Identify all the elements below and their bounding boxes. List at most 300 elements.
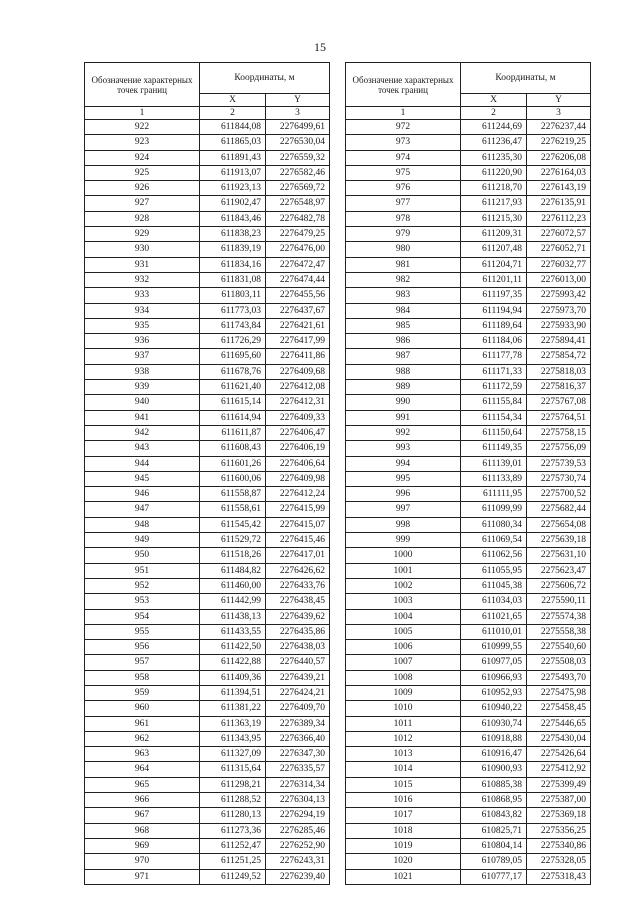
y-coordinate-cell: 2275458,45 <box>527 701 591 716</box>
x-coordinate-cell: 610930,74 <box>461 716 527 731</box>
table-row <box>85 288 330 303</box>
y-coordinate-cell: 2275758,15 <box>527 425 591 440</box>
x-coordinate-cell: 611843,46 <box>200 211 266 226</box>
x-coordinate-cell: 611215,30 <box>461 211 527 226</box>
x-coordinate-cell: 611139,01 <box>461 456 527 471</box>
y-coordinate-cell: 2275590,11 <box>527 594 591 609</box>
y-coordinate-cell: 2276409,98 <box>266 471 330 486</box>
table-row <box>346 196 591 211</box>
y-coordinate-cell: 2276482,78 <box>266 211 330 226</box>
header-col-num: 3 <box>266 107 330 120</box>
point-number-cell: 955 <box>85 624 200 639</box>
table-row <box>346 471 591 486</box>
table-row <box>346 227 591 242</box>
y-coordinate-cell: 2276439,21 <box>266 670 330 685</box>
y-coordinate-cell: 2276455,56 <box>266 288 330 303</box>
point-number-cell: 1012 <box>346 731 461 746</box>
table-row <box>85 762 330 777</box>
x-coordinate-cell: 611600,06 <box>200 471 266 486</box>
y-coordinate-cell: 2276072,57 <box>527 227 591 242</box>
table-row <box>85 227 330 242</box>
table-row <box>346 517 591 532</box>
table-row <box>346 181 591 196</box>
table-row <box>85 701 330 716</box>
x-coordinate-cell: 610916,47 <box>461 747 527 762</box>
point-number-cell: 927 <box>85 196 200 211</box>
point-number-cell: 987 <box>346 349 461 364</box>
point-number-cell: 956 <box>85 640 200 655</box>
point-number-cell: 994 <box>346 456 461 471</box>
point-number-cell: 996 <box>346 487 461 502</box>
x-coordinate-cell: 611154,34 <box>461 410 527 425</box>
y-coordinate-cell: 2276582,46 <box>266 165 330 180</box>
point-number-cell: 928 <box>85 211 200 226</box>
point-number-cell: 1000 <box>346 548 461 563</box>
point-number-cell: 1013 <box>346 747 461 762</box>
point-number-cell: 954 <box>85 609 200 624</box>
table-row <box>85 640 330 655</box>
x-coordinate-cell: 611177,78 <box>461 349 527 364</box>
table-row <box>346 777 591 792</box>
point-number-cell: 960 <box>85 701 200 716</box>
point-number-cell: 935 <box>85 318 200 333</box>
y-coordinate-cell: 2275764,51 <box>527 410 591 425</box>
point-number-cell: 922 <box>85 120 200 135</box>
y-coordinate-cell: 2275399,49 <box>527 777 591 792</box>
y-coordinate-cell: 2275894,41 <box>527 334 591 349</box>
table-row <box>346 425 591 440</box>
y-coordinate-cell: 2275623,47 <box>527 563 591 578</box>
table-row <box>346 150 591 165</box>
point-number-cell: 992 <box>346 425 461 440</box>
y-coordinate-cell: 2276013,00 <box>527 272 591 287</box>
x-coordinate-cell: 611422,50 <box>200 640 266 655</box>
table-row <box>346 793 591 808</box>
y-coordinate-cell: 2275933,90 <box>527 318 591 333</box>
header-coords-label: Координаты, м <box>200 63 330 94</box>
table-row <box>85 517 330 532</box>
y-coordinate-cell: 2275682,44 <box>527 502 591 517</box>
table-row <box>346 410 591 425</box>
table-row <box>85 165 330 180</box>
table-row <box>346 731 591 746</box>
table-row <box>85 395 330 410</box>
y-coordinate-cell: 2276426,62 <box>266 563 330 578</box>
y-coordinate-cell: 2276415,99 <box>266 502 330 517</box>
point-number-cell: 966 <box>85 793 200 808</box>
table-row <box>85 670 330 685</box>
x-coordinate-cell: 611251,25 <box>200 854 266 869</box>
y-coordinate-cell: 2275993,42 <box>527 288 591 303</box>
table-row <box>346 165 591 180</box>
x-coordinate-cell: 611834,16 <box>200 257 266 272</box>
x-coordinate-cell: 611034,03 <box>461 594 527 609</box>
point-number-cell: 949 <box>85 533 200 548</box>
x-coordinate-cell: 611442,99 <box>200 594 266 609</box>
x-coordinate-cell: 611218,70 <box>461 181 527 196</box>
point-number-cell: 1016 <box>346 793 461 808</box>
y-coordinate-cell: 2276135,91 <box>527 196 591 211</box>
y-coordinate-cell: 2276164,03 <box>527 165 591 180</box>
point-number-cell: 986 <box>346 334 461 349</box>
point-number-cell: 970 <box>85 854 200 869</box>
point-number-cell: 1006 <box>346 640 461 655</box>
y-coordinate-cell: 2276032,77 <box>527 257 591 272</box>
point-number-cell: 959 <box>85 685 200 700</box>
table-row <box>346 670 591 685</box>
y-coordinate-cell: 2276389,34 <box>266 716 330 731</box>
table-row <box>346 716 591 731</box>
x-coordinate-cell: 611773,03 <box>200 303 266 318</box>
table-row <box>85 533 330 548</box>
table-row <box>85 777 330 792</box>
point-number-cell: 1002 <box>346 578 461 593</box>
table-row <box>85 425 330 440</box>
x-coordinate-cell: 611611,87 <box>200 425 266 440</box>
y-coordinate-cell: 2275854,72 <box>527 349 591 364</box>
x-coordinate-cell: 611080,34 <box>461 517 527 532</box>
table-row <box>346 120 591 135</box>
table-row <box>85 594 330 609</box>
point-number-cell: 952 <box>85 578 200 593</box>
point-number-cell: 964 <box>85 762 200 777</box>
table-row <box>346 211 591 226</box>
point-number-cell: 965 <box>85 777 200 792</box>
table-row <box>85 563 330 578</box>
y-coordinate-cell: 2275574,38 <box>527 609 591 624</box>
y-coordinate-cell: 2275756,09 <box>527 441 591 456</box>
x-coordinate-cell: 611197,35 <box>461 288 527 303</box>
point-number-cell: 938 <box>85 364 200 379</box>
point-number-cell: 947 <box>85 502 200 517</box>
point-number-cell: 991 <box>346 410 461 425</box>
y-coordinate-cell: 2275606,72 <box>527 578 591 593</box>
x-coordinate-cell: 611217,93 <box>461 196 527 211</box>
y-coordinate-cell: 2276237,44 <box>527 120 591 135</box>
table-row <box>346 838 591 853</box>
table-row <box>85 318 330 333</box>
point-number-cell: 1011 <box>346 716 461 731</box>
table-row <box>85 135 330 150</box>
point-number-cell: 958 <box>85 670 200 685</box>
y-coordinate-cell: 2276415,46 <box>266 533 330 548</box>
point-number-cell: 1017 <box>346 808 461 823</box>
table-row <box>85 257 330 272</box>
x-coordinate-cell: 610918,88 <box>461 731 527 746</box>
x-coordinate-cell: 611803,11 <box>200 288 266 303</box>
x-coordinate-cell: 611913,07 <box>200 165 266 180</box>
point-number-cell: 943 <box>85 441 200 456</box>
y-coordinate-cell: 2275328,05 <box>527 854 591 869</box>
x-coordinate-cell: 610977,05 <box>461 655 527 670</box>
x-coordinate-cell: 610804,14 <box>461 838 527 853</box>
point-number-cell: 1014 <box>346 762 461 777</box>
y-coordinate-cell: 2276243,31 <box>266 854 330 869</box>
x-coordinate-cell: 611021,65 <box>461 609 527 624</box>
x-coordinate-cell: 611558,61 <box>200 502 266 517</box>
y-coordinate-cell: 2276143,19 <box>527 181 591 196</box>
y-coordinate-cell: 2276415,07 <box>266 517 330 532</box>
y-coordinate-cell: 2276406,47 <box>266 425 330 440</box>
y-coordinate-cell: 2276476,00 <box>266 242 330 257</box>
x-coordinate-cell: 610999,55 <box>461 640 527 655</box>
table-row <box>346 380 591 395</box>
y-coordinate-cell: 2276285,46 <box>266 823 330 838</box>
table-row <box>346 609 591 624</box>
x-coordinate-cell: 611484,82 <box>200 563 266 578</box>
point-number-cell: 998 <box>346 517 461 532</box>
point-number-cell: 1019 <box>346 838 461 853</box>
x-coordinate-cell: 611422,88 <box>200 655 266 670</box>
y-coordinate-cell: 2275387,00 <box>527 793 591 808</box>
table-row <box>346 624 591 639</box>
y-coordinate-cell: 2276409,33 <box>266 410 330 425</box>
table-row <box>85 716 330 731</box>
y-coordinate-cell: 2275412,92 <box>527 762 591 777</box>
header-coords-label: Координаты, м <box>461 63 591 94</box>
point-number-cell: 939 <box>85 380 200 395</box>
y-coordinate-cell: 2275340,86 <box>527 838 591 853</box>
point-number-cell: 962 <box>85 731 200 746</box>
table-row <box>85 609 330 624</box>
point-number-cell: 950 <box>85 548 200 563</box>
point-number-cell: 953 <box>85 594 200 609</box>
x-coordinate-cell: 611249,52 <box>200 869 266 884</box>
y-coordinate-cell: 2275973,70 <box>527 303 591 318</box>
table-row <box>346 242 591 257</box>
point-number-cell: 948 <box>85 517 200 532</box>
y-coordinate-cell: 2275540,60 <box>527 640 591 655</box>
y-coordinate-cell: 2275508,03 <box>527 655 591 670</box>
point-number-cell: 940 <box>85 395 200 410</box>
x-coordinate-cell: 611460,00 <box>200 578 266 593</box>
x-coordinate-cell: 611844,08 <box>200 120 266 135</box>
table-row <box>346 318 591 333</box>
y-coordinate-cell: 2275816,37 <box>527 380 591 395</box>
point-number-cell: 925 <box>85 165 200 180</box>
y-coordinate-cell: 2275818,03 <box>527 364 591 379</box>
point-number-cell: 975 <box>346 165 461 180</box>
point-number-cell: 971 <box>85 869 200 884</box>
point-number-cell: 969 <box>85 838 200 853</box>
y-coordinate-cell: 2275318,43 <box>527 869 591 884</box>
x-coordinate-cell: 611838,23 <box>200 227 266 242</box>
y-coordinate-cell: 2276417,01 <box>266 548 330 563</box>
table-row <box>346 578 591 593</box>
table-row <box>346 135 591 150</box>
x-coordinate-cell: 611923,13 <box>200 181 266 196</box>
y-coordinate-cell: 2275430,04 <box>527 731 591 746</box>
x-coordinate-cell: 611280,13 <box>200 808 266 823</box>
x-coordinate-cell: 611273,36 <box>200 823 266 838</box>
table-row <box>346 701 591 716</box>
table-row <box>85 364 330 379</box>
point-number-cell: 1018 <box>346 823 461 838</box>
y-coordinate-cell: 2276474,44 <box>266 272 330 287</box>
x-coordinate-cell: 611288,52 <box>200 793 266 808</box>
point-number-cell: 973 <box>346 135 461 150</box>
x-coordinate-cell: 611184,06 <box>461 334 527 349</box>
x-coordinate-cell: 611433,55 <box>200 624 266 639</box>
x-coordinate-cell: 611055,95 <box>461 563 527 578</box>
y-coordinate-cell: 2276412,24 <box>266 487 330 502</box>
point-number-cell: 932 <box>85 272 200 287</box>
x-coordinate-cell: 611363,19 <box>200 716 266 731</box>
x-coordinate-cell: 611045,38 <box>461 578 527 593</box>
y-coordinate-cell: 2276335,57 <box>266 762 330 777</box>
x-coordinate-cell: 611545,42 <box>200 517 266 532</box>
header-col-num: 1 <box>85 107 200 120</box>
x-coordinate-cell: 611902,47 <box>200 196 266 211</box>
point-number-cell: 941 <box>85 410 200 425</box>
x-coordinate-cell: 611615,14 <box>200 395 266 410</box>
point-number-cell: 978 <box>346 211 461 226</box>
y-coordinate-cell: 2276406,19 <box>266 441 330 456</box>
x-coordinate-cell: 610825,71 <box>461 823 527 838</box>
table-row <box>346 395 591 410</box>
x-coordinate-cell: 610789,05 <box>461 854 527 869</box>
x-coordinate-cell: 611220,90 <box>461 165 527 180</box>
y-coordinate-cell: 2276548,97 <box>266 196 330 211</box>
coordinates-table-right <box>345 62 591 885</box>
x-coordinate-cell: 611209,31 <box>461 227 527 242</box>
table-row <box>85 211 330 226</box>
x-coordinate-cell: 611149,35 <box>461 441 527 456</box>
table-row <box>85 196 330 211</box>
point-number-cell: 1007 <box>346 655 461 670</box>
x-coordinate-cell: 611327,09 <box>200 747 266 762</box>
table-row <box>85 869 330 884</box>
header-x-label: X <box>461 94 527 107</box>
x-coordinate-cell: 611201,11 <box>461 272 527 287</box>
x-coordinate-cell: 611133,89 <box>461 471 527 486</box>
point-number-cell: 980 <box>346 242 461 257</box>
point-number-cell: 934 <box>85 303 200 318</box>
point-number-cell: 993 <box>346 441 461 456</box>
y-coordinate-cell: 2276530,04 <box>266 135 330 150</box>
table-row <box>85 838 330 853</box>
point-number-cell: 995 <box>346 471 461 486</box>
table-row <box>85 441 330 456</box>
y-coordinate-cell: 2276569,72 <box>266 181 330 196</box>
x-coordinate-cell: 610940,22 <box>461 701 527 716</box>
point-number-cell: 984 <box>346 303 461 318</box>
y-coordinate-cell: 2276252,90 <box>266 838 330 853</box>
y-coordinate-cell: 2276433,76 <box>266 578 330 593</box>
table-row <box>85 578 330 593</box>
x-coordinate-cell: 611252,47 <box>200 838 266 853</box>
x-coordinate-cell: 611518,26 <box>200 548 266 563</box>
table-row <box>85 303 330 318</box>
table-row <box>85 120 330 135</box>
point-number-cell: 930 <box>85 242 200 257</box>
y-coordinate-cell: 2275739,53 <box>527 456 591 471</box>
point-number-cell: 997 <box>346 502 461 517</box>
x-coordinate-cell: 611608,43 <box>200 441 266 456</box>
table-row <box>346 272 591 287</box>
point-number-cell: 990 <box>346 395 461 410</box>
point-number-cell: 967 <box>85 808 200 823</box>
x-coordinate-cell: 611010,01 <box>461 624 527 639</box>
table-row <box>346 747 591 762</box>
table-row <box>85 471 330 486</box>
table-row <box>85 410 330 425</box>
x-coordinate-cell: 611726,29 <box>200 334 266 349</box>
table-row <box>85 502 330 517</box>
y-coordinate-cell: 2276294,19 <box>266 808 330 823</box>
point-number-cell: 957 <box>85 655 200 670</box>
x-coordinate-cell: 611381,22 <box>200 701 266 716</box>
point-number-cell: 988 <box>346 364 461 379</box>
x-coordinate-cell: 610868,95 <box>461 793 527 808</box>
header-col-num: 2 <box>461 107 527 120</box>
table-row <box>85 548 330 563</box>
x-coordinate-cell: 611244,69 <box>461 120 527 135</box>
table-row <box>85 685 330 700</box>
point-number-cell: 972 <box>346 120 461 135</box>
point-number-cell: 1020 <box>346 854 461 869</box>
point-number-cell: 923 <box>85 135 200 150</box>
y-coordinate-cell: 2276417,99 <box>266 334 330 349</box>
x-coordinate-cell: 611343,95 <box>200 731 266 746</box>
x-coordinate-cell: 611099,99 <box>461 502 527 517</box>
table-row <box>85 823 330 838</box>
point-number-cell: 951 <box>85 563 200 578</box>
x-coordinate-cell: 611614,94 <box>200 410 266 425</box>
x-coordinate-cell: 610777,17 <box>461 869 527 884</box>
x-coordinate-cell: 611621,40 <box>200 380 266 395</box>
x-coordinate-cell: 611062,56 <box>461 548 527 563</box>
x-coordinate-cell: 611155,84 <box>461 395 527 410</box>
point-number-cell: 1021 <box>346 869 461 884</box>
y-coordinate-cell: 2275558,38 <box>527 624 591 639</box>
point-number-cell: 981 <box>346 257 461 272</box>
point-number-cell: 945 <box>85 471 200 486</box>
table-row <box>346 548 591 563</box>
page-number: 15 <box>314 40 326 54</box>
x-coordinate-cell: 610885,38 <box>461 777 527 792</box>
table-row <box>85 793 330 808</box>
x-coordinate-cell: 610966,93 <box>461 670 527 685</box>
y-coordinate-cell: 2276479,25 <box>266 227 330 242</box>
point-number-cell: 1010 <box>346 701 461 716</box>
x-coordinate-cell: 610952,93 <box>461 685 527 700</box>
point-number-cell: 1009 <box>346 685 461 700</box>
point-number-cell: 942 <box>85 425 200 440</box>
x-coordinate-cell: 611743,84 <box>200 318 266 333</box>
table-row <box>85 150 330 165</box>
point-number-cell: 929 <box>85 227 200 242</box>
table-row <box>85 808 330 823</box>
header-point-label: Обозначение характерных точек границ <box>85 63 200 107</box>
point-number-cell: 1015 <box>346 777 461 792</box>
table-row <box>85 487 330 502</box>
y-coordinate-cell: 2275369,18 <box>527 808 591 823</box>
table-row <box>346 762 591 777</box>
y-coordinate-cell: 2276052,71 <box>527 242 591 257</box>
x-coordinate-cell: 611172,59 <box>461 380 527 395</box>
point-number-cell: 1008 <box>346 670 461 685</box>
table-row <box>85 242 330 257</box>
y-coordinate-cell: 2276314,34 <box>266 777 330 792</box>
point-number-cell: 974 <box>346 150 461 165</box>
x-coordinate-cell: 611558,87 <box>200 487 266 502</box>
y-coordinate-cell: 2276206,08 <box>527 150 591 165</box>
point-number-cell: 931 <box>85 257 200 272</box>
x-coordinate-cell: 611069,54 <box>461 533 527 548</box>
x-coordinate-cell: 611236,47 <box>461 135 527 150</box>
table-row <box>346 502 591 517</box>
